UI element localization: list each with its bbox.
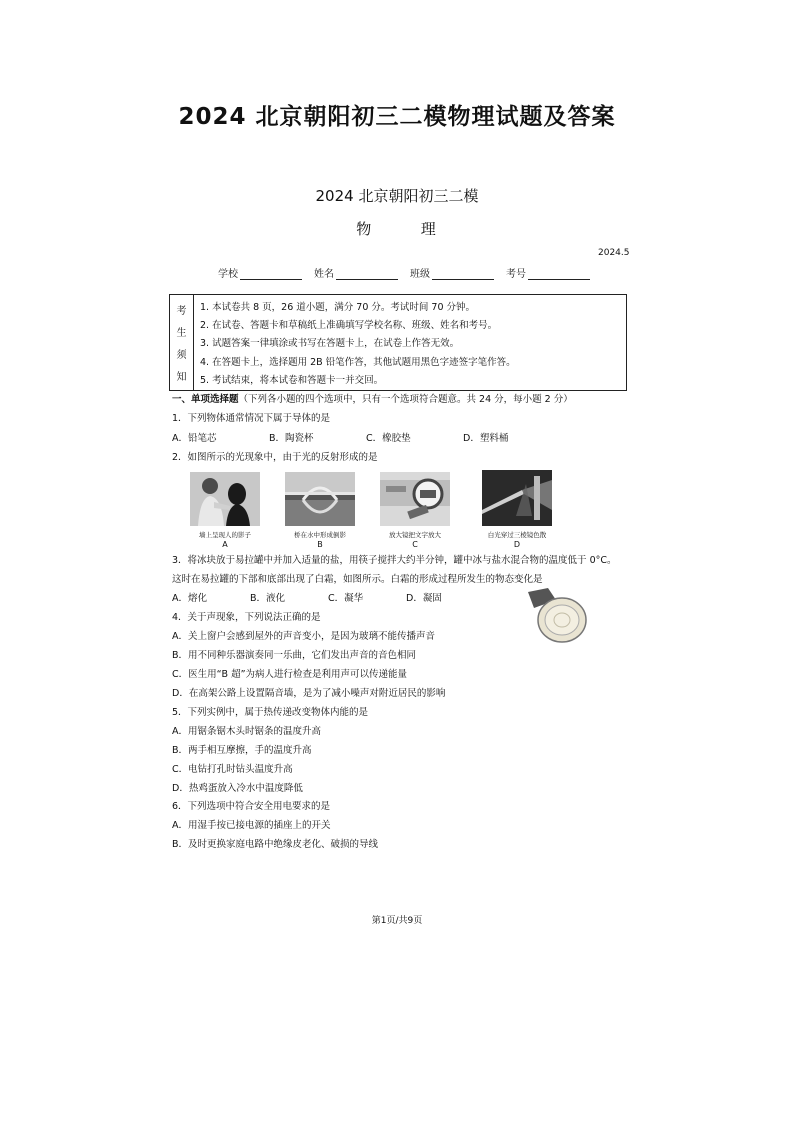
class-label: 班级 <box>410 269 430 280</box>
q2-stem: 2．如图所示的光现象中，由于光的反射形成的是 <box>172 452 378 463</box>
exam-number-label: 考号 <box>506 269 526 280</box>
notice-side-char: 考 <box>176 306 187 318</box>
section-heading <box>172 391 573 405</box>
q2-caption-a: 墙上呈现人的影子 <box>199 531 251 539</box>
q4-stem: 4．关于声现象，下列说法正确的是 <box>172 612 321 623</box>
q6-stem: 6．下列选项中符合安全用电要求的是 <box>172 801 331 812</box>
q3-option-a[interactable]: A．熔化 <box>172 593 207 604</box>
student-info-row <box>218 265 590 280</box>
q6-option-a[interactable]: A．用湿手按已接电源的插座上的开关 <box>172 820 331 831</box>
q5-stem: 5．下列实例中，属于热传递改变物体内能的是 <box>172 707 369 718</box>
exam-title: 2024 北京朝阳初三二模 <box>315 187 479 205</box>
notice-item: 1. 本试卷共 8 页，26 道小题，满分 70 分。考试时间 70 分钟。 <box>200 302 476 314</box>
notice-side-label <box>170 295 194 390</box>
q2-caption-c: 放大镜把文字放大 <box>389 531 441 539</box>
prism-dispersion-photo-icon <box>482 470 552 526</box>
frosted-can-photo-icon <box>526 588 588 644</box>
section-desc: （下列各小题的四个选项中，只有一个选项符合题意。共 24 分，每小题 2 分） <box>238 394 573 405</box>
q1-option-b[interactable]: B．陶瓷杯 <box>269 433 314 444</box>
q3-option-c[interactable]: C．凝华 <box>328 593 364 604</box>
notice-item: 5. 考试结束，将本试卷和答题卡一并交回。 <box>200 374 384 386</box>
shadow-photo-icon <box>190 472 260 526</box>
q2-image-b <box>285 472 355 526</box>
q4-option-d[interactable]: D．在高架公路上设置隔音墙，是为了减小噪声对附近居民的影响 <box>172 688 446 699</box>
name-field <box>314 265 398 280</box>
q5-option-a[interactable]: A．用锯条锯木头时锯条的温度升高 <box>172 726 321 737</box>
q4-option-b[interactable]: B．用不同种乐器演奏同一乐曲，它们发出声音的音色相同 <box>172 650 417 661</box>
notice-side-char: 知 <box>176 371 187 383</box>
notice-item: 4. 在答题卡上，选择题用 2B 铅笔作答，其他试题用黑色字迹签字笔作答。 <box>200 356 516 368</box>
q4-option-a[interactable]: A．关上窗户会感到屋外的声音变小，是因为玻璃不能传播声音 <box>172 631 435 642</box>
q1-option-a[interactable]: A．铅笔芯 <box>172 433 217 444</box>
q2-image-c <box>380 472 450 526</box>
exam-date: 2024.5 <box>598 248 630 258</box>
name-blank[interactable] <box>336 269 398 280</box>
q2-letter-c[interactable]: C <box>412 540 418 549</box>
document-title: 2024 北京朝阳初三二模物理试题及答案 <box>178 104 616 130</box>
q2-image-a <box>190 472 260 526</box>
q3-option-d[interactable]: D．凝固 <box>406 593 442 604</box>
q4-option-c[interactable]: C．医生用“B 超”为病人进行检查是利用声可以传递能量 <box>172 669 408 680</box>
name-label: 姓名 <box>314 269 334 280</box>
q3-options <box>172 590 484 604</box>
q5-option-b[interactable]: B．两手相互摩擦，手的温度升高 <box>172 745 312 756</box>
subject-char-2: 理 <box>420 220 438 238</box>
notice-side-char: 生 <box>176 328 187 340</box>
q5-option-c[interactable]: C．电钻打孔时钻头温度升高 <box>172 764 293 775</box>
q3-can-image <box>526 588 588 644</box>
q1-options <box>172 430 560 444</box>
q3-stem-line-2: 这时在易拉罐的下部和底部出现了白霜，如图所示。白霜的形成过程所发生的物态变化是 <box>172 574 543 585</box>
q1-option-c[interactable]: C．橡胶垫 <box>366 433 411 444</box>
q3-option-b[interactable]: B．液化 <box>250 593 286 604</box>
q1-option-d[interactable]: D．塑料桶 <box>463 433 509 444</box>
notice-item: 2. 在试卷、答题卡和草稿纸上准确填写学校名称、班级、姓名和考号。 <box>200 320 498 332</box>
class-blank[interactable] <box>432 269 494 280</box>
q1-stem: 1．下列物体通常情况下属于导体的是 <box>172 413 331 424</box>
notice-list <box>194 295 626 390</box>
q2-letter-b[interactable]: B <box>317 540 323 549</box>
notice-item: 3. 试题答案一律填涂或书写在答题卡上，在试卷上作答无效。 <box>200 338 460 350</box>
school-label: 学校 <box>218 269 238 280</box>
bridge-reflection-photo-icon <box>285 472 355 526</box>
school-field <box>218 265 302 280</box>
q2-caption-b: 桥在水中形成倒影 <box>294 531 346 539</box>
q2-image-d <box>482 470 552 526</box>
exam-notice-box <box>169 294 627 391</box>
q2-letter-d[interactable]: D <box>513 540 521 549</box>
q2-letter-a[interactable]: A <box>222 540 228 549</box>
q5-option-d[interactable]: D．热鸡蛋放入冷水中温度降低 <box>172 783 303 794</box>
exam-number-blank[interactable] <box>528 269 590 280</box>
q2-caption-d: 白光穿过三棱镜色散 <box>487 531 547 539</box>
section-title: 一、单项选择题 <box>172 394 239 405</box>
q6-option-b[interactable]: B．及时更换家庭电路中绝缘皮老化、破损的导线 <box>172 839 379 850</box>
q3-stem-line-1: 3．将冰块放于易拉罐中并加入适量的盐，用筷子搅拌大约半分钟，罐中冰与盐水混合物的温度低于 0°C。 <box>172 555 617 566</box>
exam-number-field <box>506 265 590 280</box>
subject-title <box>0 218 794 239</box>
subject-char-1: 物 <box>356 220 374 238</box>
class-field <box>410 265 494 280</box>
magnifier-photo-icon <box>380 472 450 526</box>
school-blank[interactable] <box>240 269 302 280</box>
notice-side-char: 须 <box>176 349 187 361</box>
page-number: 第1页/共9页 <box>371 916 423 926</box>
